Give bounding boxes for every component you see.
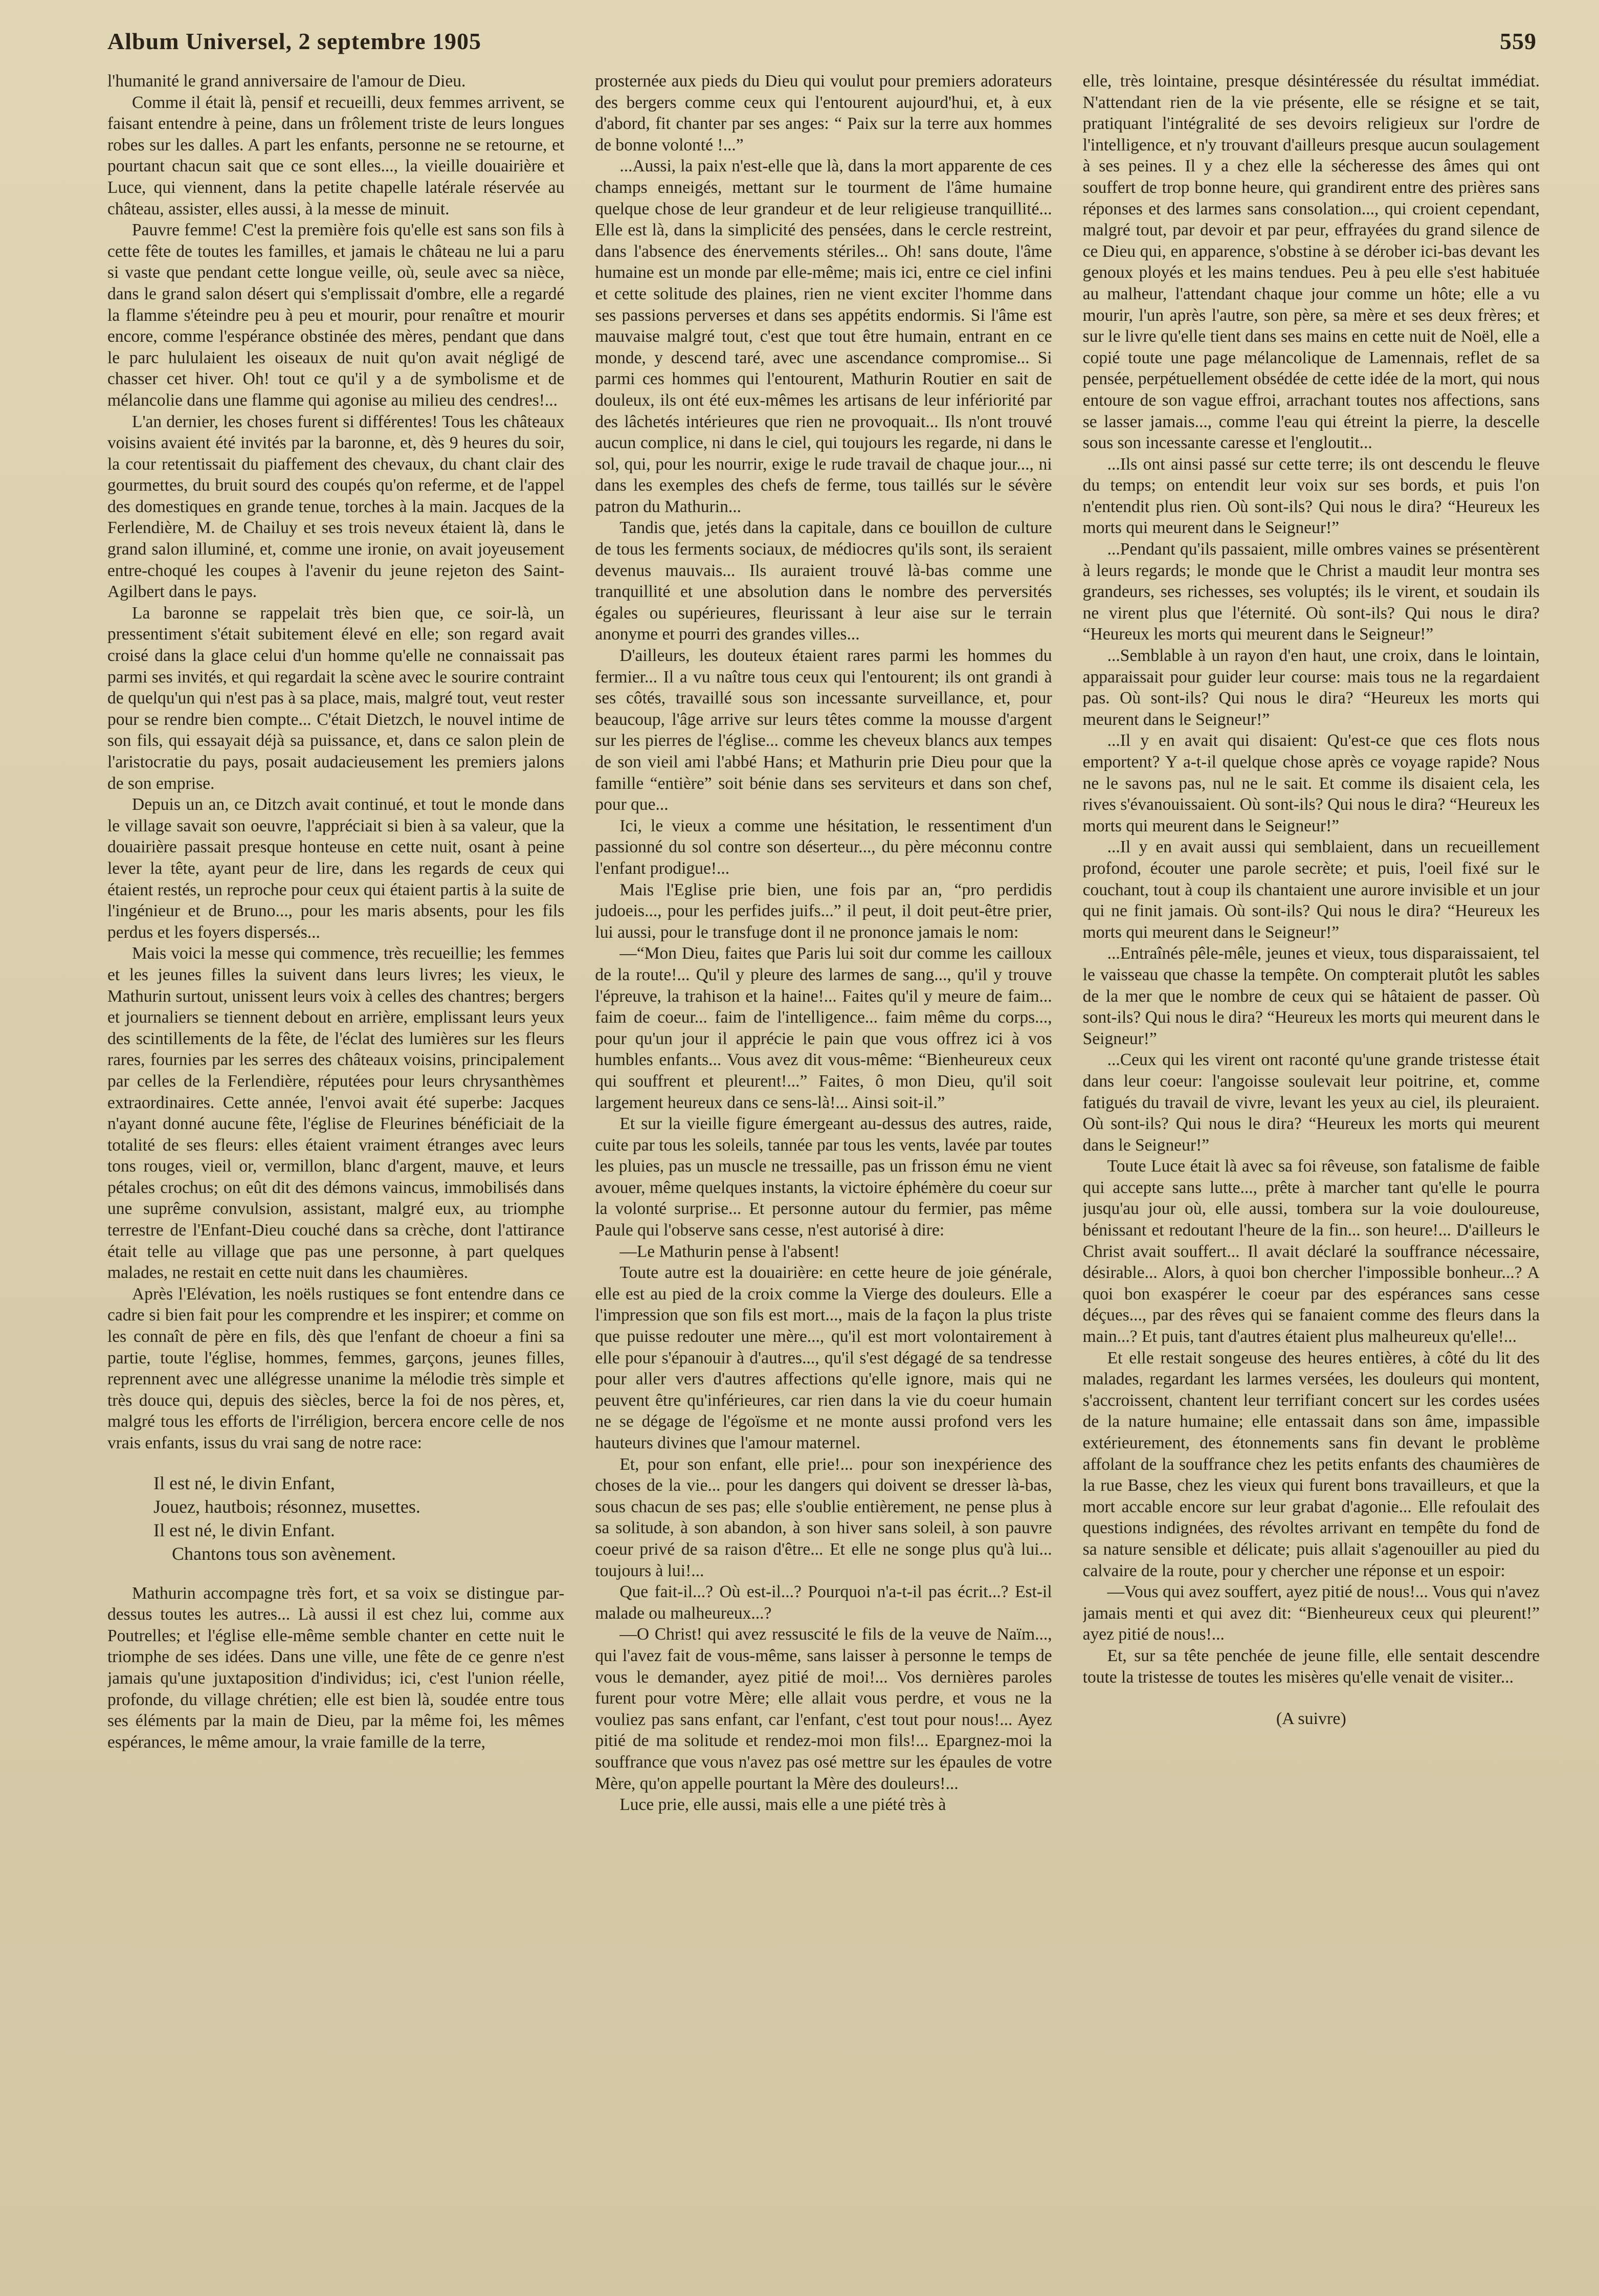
column-middle-body — [595, 71, 1052, 1816]
paragraph: ...Ceux qui les virent ont raconté qu'une grande tristesse était dans leur coeur: l'angoisse soulevait leur poitrine, et, comme fatigués du travail de vivre, levant les yeux au ciel, ils pleuraient. Où sont-ils? Qui nous le dira? “Heureux les morts qui meurent dans le Seigneur!” — [1082, 1050, 1540, 1155]
page-number: 559 — [1500, 28, 1537, 54]
page-header — [107, 20, 1537, 61]
column-right — [1083, 71, 1540, 2265]
paragraph: —“Mon Dieu, faites que Paris lui soit dur comme les cailloux de la route!... Qu'il y pleure des larmes de sang..., qu'il y trouve l'épreuve, la trahison et la haine!... Faites qu'il y meure de faim... faim de coeur... faim de l'intelligence... faim même du corps..., pour qu'un jour il apprécie le pain que vous offrez ici à vos humbles enfants... Vous avez dit vous-même: “Bienheureux ceux qui souffrent et pleurent!...” Faites, ô mon Dieu, qu'il soit largement heureux dans ce sens-là!... Ainsi soit-il.” — [595, 944, 1052, 1112]
paragraph: Tandis que, jetés dans la capitale, dans ce bouillon de culture de tous les ferments sociaux, de médiocres qu'ils sont, ils seraient devenus mauvais... Ils auraient trouvé là-bas comme une tranquillité et une absolution dans le nombre des perversités égales ou supérieures, fleurissant à leur aise sur le terrain anonyme et pourri des grandes villes... — [595, 518, 1052, 644]
paragraph: Mathurin accompagne très fort, et sa voix se distingue par-dessus toutes les autres... Là aussi il est chez lui, comme aux Poutrelles; et l'église elle-même semble chanter en cette nuit le triomphe de ses idées. Dans une ville, une fête de ce genre n'est jamais qu'une juxtaposition d'individus; ici, c'est l'union réelle, profonde, du village chrétien; elle est bien là, soudée entre tous ses éléments par la main de Dieu, par la même foi, les mêmes espérances, le même amour, la vraie famille de la terre, — [107, 1583, 565, 1752]
column-left — [107, 71, 564, 2265]
paragraph: L'an dernier, les choses furent si différentes! Tous les châteaux voisins avaient été invités par la baronne, et, dès 9 heures du soir, la cour retentissait du piaffement des chevaux, du chant clair des gourmettes, du bruit sourd des coupés qu'on refermе, et de l'appel des domestiques en grande tenue, torches à la main. Jacques de la Ferlendière, M. de Chailuy et ses trois neveux étaient là, dans le grand salon illuminé, et, comme une ironie, on avait joyeusement entre-choqué les coupes à l'avenir du jeune rejeton des Saint-Agilbert dans le pays. — [107, 412, 565, 602]
paragraph: Et, sur sa tête penchée de jeune fille, elle sentait descendre toute la tristesse de toutes les misères qu'elle venait de visiter... — [1082, 1646, 1540, 1687]
paragraph: Depuis un an, ce Ditzch avait continué, et tout le monde dans le village savait son oeuvre, l'appréciait si bien à sa valeur, que la douairière passait presque honteuse en cette nuit, osant à peine lever la tête, ayant peur de lire, dans les regards de ceux qui étaient restés, un reproche pour ceux qui étaient partis à la suite de l'ingénieur et de Bruno..., pour les maris absents, pour les fils perdus et les foyers dispersés... — [107, 795, 565, 942]
paragraph: Que fait-il...? Où est-il...? Pourquoi n'a-t-il pas écrit...? Est-il malade ou malheureux...? — [595, 1582, 1052, 1623]
verse-line: Il est né, le divin Enfant, — [153, 1472, 335, 1493]
column-middle — [595, 71, 1052, 2265]
text-columns — [107, 71, 1540, 2265]
verse-line: Chantons tous son avènement. — [172, 1543, 396, 1564]
paragraph: Toute autre est la douairière: en cette heure de joie générale, elle est au pied de la croix comme la Vierge des douleurs. Elle a l'impression que son fils est mort..., mais de la façon la plus triste que puisse redouter une mère..., qu'il est mort volontairement à elle pour s'épanouir à d'autres..., qu'il s'est dégagé de sa tendresse pour aller vers d'autres affections qu'elle ignore, mais qui ne peuvent être qu'inférieures, car rien dans la vie du coeur humain ne se dégage de l'égoïsme et ne monte aussi profond vers les hauteurs divines que l'amour maternel. — [595, 1263, 1052, 1452]
paragraph: ...Aussi, la paix n'est-elle que là, dans la mort apparente de ces champs enneigés, mettant sur le tourment de l'âme humaine quelque chose de leur grandeur et de leur religieuse tranquillité... Elle est là, dans la simplicité des pensées, dans le cercle restreint, dans l'absence des énervements stériles... Oh! sans doute, l'âme humaine est un monde par elle-même; mais ici, entre ce ciel infini et cette solitude des plaines, rien ne vient exciter l'homme dans ses passions perverses et dans ses appétits endormis. Si l'âme est mauvaise malgré tout, c'est que tout être humain, entrant en ce monde, y descend taré, avec une ascendance compromise... Si parmi ces hommes qui l'entourent, Mathurin Routier en sait de douleux, ils ont été eux-mêmes les artisans de leur infériorité par des lâchetés intérieures que rien ne provoquait... Ils n'ont trouvé aucun complice, ni dans le ciel, qui toujours les regarde, ni dans le sol, qui, pour les nourrir, exige le rude travail de chaque jour..., ni dans les exemples des chefs de ferme, tous taillés sur le sévère patron du Mathurin... — [595, 157, 1052, 516]
column-right-body — [1083, 71, 1540, 1688]
paragraph: ...Entraînés pêle-mêle, jeunes et vieux, tous disparaissaient, tel le vaisseau que chasse la tempête. On compterait plutôt les sables de la mer que le nombre de ceux qui se hâtaient de passer. Où sont-ils? Qui nous le dira? “Heureux les morts qui meurent dans le Seigneur!” — [1082, 944, 1540, 1048]
paragraph: Mais voici la messe qui commence, très recueillie; les femmes et les jeunes filles la suivent dans leurs livres; les vieux, le Mathurin surtout, unissent leurs voix à celles des chantres; bergers et journaliers se tiennent debout en arrière, emplissant leurs yeux des scintillements de la fête, de l'éclat des lumières sur les fleurs rares, fournies par les serres des châteaux voisins, principalement par celles de la Ferlendière, réputées pour leurs chrysanthèmes extraordinaires. Cette année, l'envoi avait été superbe: Jacques n'ayant donné aucune fête, l'église de Fleurines bénéficiait de la totalité de ses fleurs: elles étaient vraiment étranges avec leurs tons rouges, vieil or, vermillon, blanc d'argent, mauve, et leurs pétales crochus; on eût dit des démons vaincus, immobilisés dans une suprême convulsion, assistant, malgré eux, au triomphe terrestre de l'Enfant-Dieu couché dans sa crèche, dont l'attirance était telle au village que pas une personne, à part quelques malades, ne restait en cette nuit dans les chaumières. — [107, 944, 565, 1283]
paragraph: ...Pendant qu'ils passaient, mille ombres vaines se présentèrent à leurs regards; le monde que le Christ a maudit leur montra ses grandeurs, ses richesses, ses voluptés; ils le virent, et soudain ils ne virent plus que l'éternité. Où sont-ils? Qui nous le dira? “Heureux les morts qui meurent dans le Seigneur!” — [1082, 540, 1540, 644]
paragraph: ...Semblable à un rayon d'en haut, une croix, dans le lointain, apparaissait pour guider leur course: mais tous ne la regardaient pas. Où sont-ils? Qui nous le dira? “Heureux les morts qui meurent dans le Seigneur!” — [1082, 646, 1540, 729]
paragraph: D'ailleurs, les douteux étaient rares parmi les hommes du fermier... Il a vu naître tous ceux qui l'entourent; ils ont grandi à ses côtés, travaillé sous son incessante surveillance, et, pour beaucoup, l'âge arrive sur leurs têtes comme la mousse d'argent sur les pierres de l'église... comme les cheveux blancs aux tempes de son vieil ami l'abbé Hans; et Mathurin prie Dieu pour que la famille “entière” soit bénie dans ses serviteurs et dans son chef, pour que... — [595, 646, 1052, 814]
paragraph: Et elle restait songeuse des heures entières, à côté du lit des malades, regardant les larmes versées, les douleurs qui montent, s'accroissent, chantent leur terrifiant concert sur les cordes usées de la nature humaine; elle entassait dans son âme, impassible extérieurement, des étonnements sans fin devant le problème affolant de la souffrance chez les petits enfants des chaumières de la rue Basse, chez les vieux qui furent bons travailleurs, et que la mort accable encore sur leur grabat d'agonie... Elle refoulait des questions indignées, des révoltes arrivant en tempête du fond de sa nature sensible et délicate; puis allait s'agenouiller au pied du calvaire de la route, pour y chercher une réponse et un espoir: — [1082, 1348, 1540, 1580]
paragraph: Et sur la vieille figure émergeant au-dessus des autres, raide, cuite par tous les soleils, tannée par tous les vents, lavée par toutes les pluies, pas un muscle ne tressaille, pas un frisson ému ne vient avouer, même quelques instants, la victoire éphémère du coeur sur la volonté surprise... Et personne autour du fermier, pas même Paule qui l'observe sans cesse, n'est autorisé à dire: — [595, 1114, 1052, 1240]
column-left-body — [107, 71, 564, 1454]
paragraph: Ici, le vieux a comme une hésitation, le ressentiment d'un passionné du sol contre son déserteur..., du père méconnu contre l'enfant prodigue!... — [595, 816, 1052, 878]
paragraph: elle, très lointaine, presque désintéressée du résultat immédiat. N'attendant rien de la vie présente, elle se résigne et se tait, pratiquant l'intégralité de ses devoirs religieux sur l'ordre de l'intelligence, et n'y trouvant d'ailleurs presque aucun soulagement à ses peines. Il y a chez elle la sécheresse des âmes qui ont souffert de trop bonne heure, qui grandirent entre des prières sans réponses et des larmes sans consolation..., qui croient cependant, malgré tout, par devoir et par peur, effrayées du grand silence de ce Dieu qui, en apparence, s'obstine à se dérober ici-bas devant les genoux ployés et les mains tendues. Peu à peu elle s'est habituée au malheur, l'attendant chaque jour comme un hôte; elle a vu mourir, l'un après l'autre, son père, sa mère et ses deux frères; et sur le livre qu'elle tient dans ses mains en cette nuit de Noël, elle a copié toute une page mélancolique de Lamennais, reflet de sa pensée, perpétuellement obsédée de cette idée de la mort, qui nous entoure de son vague effroi, arrachant toutes nos affections, sans se lasser jamais..., comme l'eau qui étreint la pierre, la descelle sous son incessante caresse et l'engloutit... — [1082, 72, 1540, 453]
paragraph: La baronne se rappelait très bien que, ce soir-là, un pressentiment s'était subitement élevé en elle; son regard avait croisé dans la glace celui d'un homme qu'elle ne connaissait pas parmi ses invités, et qui regardait la scène avec le sourire contraint de quelqu'un qui n'est pas à sa place, mais, malgré tout, veut rester pour se rendre bien compte... C'était Dietzch, le nouvel intime de son fils, qui essayait déjà sa puissance, et, dans ce salon plein de l'aristocratie du pays, posait audacieusement les premiers jalons de son emprise. — [107, 603, 565, 793]
paragraph: —O Christ! qui avez ressuscité le fils de la veuve de Naïm..., qui l'avez fait de vous-même, sans laisser à personne le temps de vous le demander, ayez pitié de moi!... Vos dernières paroles furent pour votre Mère; elle allait vous perdre, et vous ne la vouliez pas sans enfant, car l'enfant, c'est tout pour nous!... Ayez pitié de ma solitude et rendez-moi mon fils!... Epargnez-moi la souffrance que vous n'avez pas osé mettre sur les épaules de votre Mère, qu'on appelle pourtant la Mère des douleurs!... — [595, 1625, 1052, 1793]
to-be-continued: (A suivre) — [1276, 1709, 1346, 1729]
paragraph: prosternée aux pieds du Dieu qui voulut pour premiers adorateurs des bergers comme ceux qui l'entourent aujourd'hui, et, à eux d'abord, fit chanter par ses anges: “ Paix sur la terre aux hommes de bonne volonté !...” — [595, 72, 1052, 154]
paragraph: ...Ils ont ainsi passé sur cette terre; ils ont descendu le fleuve du temps; on entendit leur voix sur ses bords, et puis l'on n'entendit plus rien. Où sont-ils? Qui nous le dira? “Heureux les morts qui meurent dans le Seigneur!” — [1082, 454, 1540, 538]
paragraph: ...Il y en avait aussi qui semblaient, dans un recueillement profond, écouter une parole secrète; et puis, l'oeil fixé sur le couchant, tout à coup ils chantaient une aurore invisible et un jour qui ne finit jamais. Où sont-ils? Qui nous le dira? “Heureux les morts qui meurent dans le Seigneur!” — [1082, 837, 1540, 942]
publication-title: Album Universel, 2 septembre 1905 — [107, 28, 482, 54]
paragraph: Luce prie, elle aussi, mais elle a une piété très à — [619, 1795, 946, 1815]
paragraph: ...Il y en avait qui disaient: Qu'est-ce que ces flots nous emportent? Y a-t-il quelque chose après ce voyage rapide? Nous ne le savons pas, nul ne le sait. Et comme ils disaient cela, les rives s'évanouissaient. Où sont-ils? Qui nous le dira? “Heureux les morts qui meurent dans le Seigneur!” — [1082, 731, 1540, 835]
paragraph: Et, pour son enfant, elle prie!... pour son inexpérience des choses de la vie... pour les dangers qui doivent se dresser là-bas, sous chacun de ses pas; elle s'oublie entièrement, ne pense plus à sa solitude, à son abandon, à son hiver sans soleil, à son pauvre coeur privé de sa raison d'être... Et elle ne songe plus qu'à lui... toujours à lui!... — [595, 1454, 1052, 1580]
verse-line: Jouez, hautbois; résonnez, musettes. — [153, 1496, 420, 1517]
paragraph: Mais l'Eglise prie bien, une fois par an, “pro perdidis judoeis..., pour les perfides juifs...” il peut, il doit peut-être prier, lui aussi, pour le transfuge dont il ne prononce jamais le nom: — [595, 880, 1052, 942]
paragraph: Après l'Elévation, les noëls rustiques se font entendre dans ce cadre si bien fait pour les comprendre et les inspirer; et comme on les connaît de père en fils, dès que l'enfant de choeur a fini sa partie, toute l'église, hommes, femmes, garçons, jeunes filles, reprennent avec une allégresse unanime la mélodie très simple et très douce qui, depuis des siècles, berce la foi de nos pères, et, malgré tous les efforts de l'irréligion, bercera encore celle de nos vrais enfants, issus du vrai sang de notre race: — [107, 1284, 565, 1452]
paragraph: Pauvre femme! C'est la première fois qu'elle est sans son fils à cette fête de toutes les familles, et jamais le château ne lui a paru si vaste que pendant cette longue veille, où, seule avec sa nièce, dans le grand salon désert qui s'emplissait d'ombre, elle a regardé la flamme s'éteindre peu à peu et mourir, pour renaître et mourir encore, comme l'espérance obstinée des mères, pendant que dans le parc hululaient les oiseaux de nuit qu'on avait négligé de chasser cet hiver. Oh! tout ce qu'il y a de symbolisme et de mélancolie dans une flamme qui agonise au milieu des cendres!... — [107, 220, 565, 410]
paragraph: l'humanité le grand anniversaire de l'amour de Dieu. — [107, 72, 466, 91]
paragraph: Comme il était là, pensif et recueilli, deux femmes arrivent, se faisant entendre à peine, dans un frôlement triste de leurs longues robes sur les dalles. A part les enfants, personne ne se retourne, et pourtant chacun sait que ce sont elles..., la vieille douairière et Luce, qui viennent, dans la petite chapelle latérale réservée au château, assister, elles aussi, à la messe de minuit. — [107, 93, 565, 218]
paragraph: Toute Luce était là avec sa foi rêveuse, son fatalisme de faible qui accepte sans lutte..., prête à marcher tant qu'elle le pourra jusqu'au jour où, elle aussi, tombera sur la voie douloureuse, bénissant et redoutant l'heure de la fin... son heure!... D'ailleurs le Christ avait souffert... Il avait déclaré la souffrance nécessaire, désirable... Alors, à quoi bon chercher l'impossible bonheur...? A quoi bon exaspérer le coeur par des espérances sans cesse déçues..., par des rêves qui se fanaient comme des fleurs dans la main...? Et puis, tant d'autres étaient plus malheureux qu'elle!... — [1082, 1157, 1540, 1346]
paragraph: —Vous qui avez souffert, ayez pitié de nous!... Vous qui n'avez jamais menti et qui avez dit: “Bienheureux ceux qui pleurent!” ayez pitié de nous!... — [1082, 1582, 1540, 1644]
verse-line: Il est né, le divin Enfant. — [153, 1519, 335, 1540]
christmas-carol-verse — [153, 1471, 564, 1565]
paragraph: —Le Mathurin pense à l'absent! — [619, 1242, 840, 1261]
